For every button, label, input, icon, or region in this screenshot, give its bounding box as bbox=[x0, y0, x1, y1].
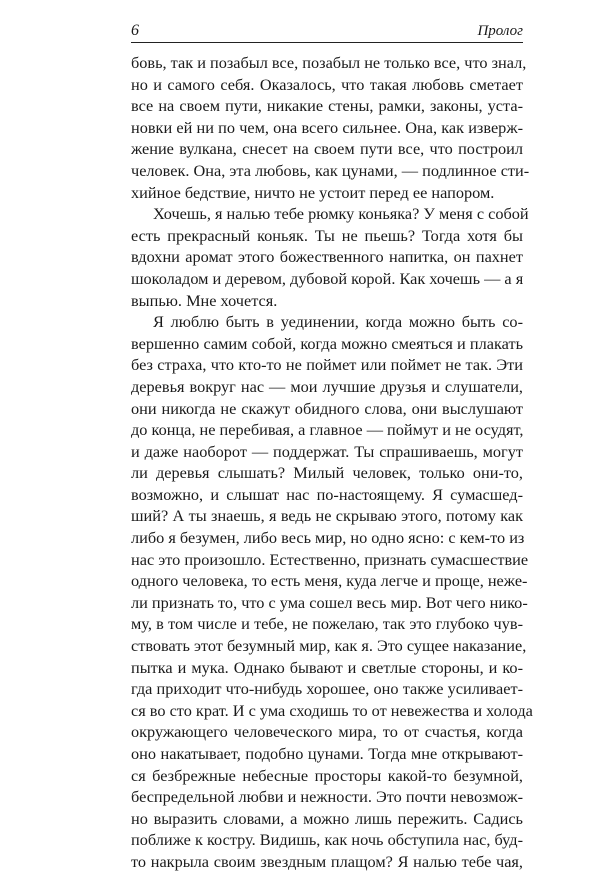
text-line: без страха, что кто-то не поймет или поймет не так. Эти bbox=[131, 355, 523, 375]
text-line: есть прекрасный коньяк. Ты не пьешь? Тогда хотя бы bbox=[131, 225, 523, 245]
text-line: вдохни аромат этого божественного напитка, он пахнет bbox=[131, 247, 523, 267]
text-line: беспредельной любви и нежности. Это почти невозмож- bbox=[131, 787, 523, 807]
text-line: и даже наоборот — поддержат. Ты спрашиваешь, могут bbox=[131, 441, 523, 461]
text-line: но и самого себя. Оказалось, что такая любовь сметает bbox=[131, 74, 523, 94]
header-rule bbox=[131, 42, 523, 43]
text-line: возможно, и слышат нас по-настоящему. Я сумасшед- bbox=[131, 484, 523, 504]
text-line: Я люблю быть в уединении, когда можно быть со- bbox=[153, 312, 523, 332]
text-line: одного человека, то есть меня, куда легче и проще, неже- bbox=[131, 571, 528, 591]
page-number: 6 bbox=[131, 22, 139, 39]
text-line: поближе к костру. Видишь, как ночь обступила нас, буд- bbox=[131, 830, 523, 850]
text-line: либо я безумен, либо весь мир, но одно ясно: с кем-то из bbox=[131, 528, 525, 548]
text-line: ся во сто крат. И с ума сходишь то от невежества и холода bbox=[131, 700, 533, 720]
text-line: му, в том числе и тебе, не пожелаю, так это глубоко чув- bbox=[131, 614, 523, 634]
text-line: хийное бедствие, ничто не устоит перед ее напором. bbox=[131, 182, 495, 202]
text-line: до конца, не перебивая, а главное — поймут и не осудят, bbox=[131, 420, 524, 440]
text-line: шоколадом и деревом, дубовой корой. Как хочешь — а я bbox=[131, 268, 524, 288]
body-text bbox=[131, 52, 533, 873]
page-header bbox=[131, 20, 523, 44]
text-line: то накрыла своим звездным плащом? Я налью тебе чая, bbox=[131, 851, 523, 871]
text-line: ствовать этот безумный мир, как я. Это сущее наказание, bbox=[131, 636, 527, 656]
text-line: ся безбрежные небесные просторы какой-то безумной, bbox=[131, 765, 523, 785]
text-line: Хочешь, я налью тебе рюмку коньяка? У меня с собой bbox=[153, 204, 529, 224]
text-line: выпью. Мне хочется. bbox=[131, 290, 278, 310]
text-line: новки ей ни по чем, она всего сильнее. Она, как изверж- bbox=[131, 117, 523, 137]
text-line: нас это произошло. Естественно, признать сумасшествие bbox=[131, 549, 529, 569]
text-line: гда приходит что-нибудь хорошее, оно также усиливает- bbox=[131, 679, 523, 699]
text-line: они никогда не скажут обидного слова, они выслушают bbox=[131, 398, 523, 418]
text-line: человек. Она, эта любовь, как цунами, — подлинное сти- bbox=[131, 160, 530, 180]
text-line: окружающего человеческого мира, то от счастья, когда bbox=[131, 722, 523, 742]
text-line: ли признать то, что с ума сошел весь мир. Вот чего нико- bbox=[131, 592, 528, 612]
text-line: деревья вокруг нас — мои лучшие друзья и слушатели, bbox=[131, 376, 523, 396]
text-line: все на своем пути, никакие стены, рамки, законы, уста- bbox=[131, 96, 523, 116]
text-line: но выразить словами, а можно лишь пережить. Садись bbox=[131, 808, 523, 828]
text-line: ли деревья слышать? Милый человек, только они-то, bbox=[131, 463, 523, 483]
text-line: пытка и мука. Однако бывают и светлые стороны, и ко- bbox=[131, 657, 523, 677]
text-line: оно накатывает, подобно цунами. Тогда мне открывают- bbox=[131, 744, 523, 763]
text-line: жение вулкана, снесет на своем пути все, что построил bbox=[131, 139, 523, 159]
running-title: Пролог bbox=[477, 23, 523, 39]
text-line: ший? А ты знаешь, я ведь не скрываю этого, потому как bbox=[131, 506, 523, 526]
text-line: вершенно самим собой, когда можно смеяться и плакать bbox=[131, 333, 523, 353]
text-line: бовь, так и позабыл все, позабыл не только все, что знал, bbox=[131, 53, 527, 72]
